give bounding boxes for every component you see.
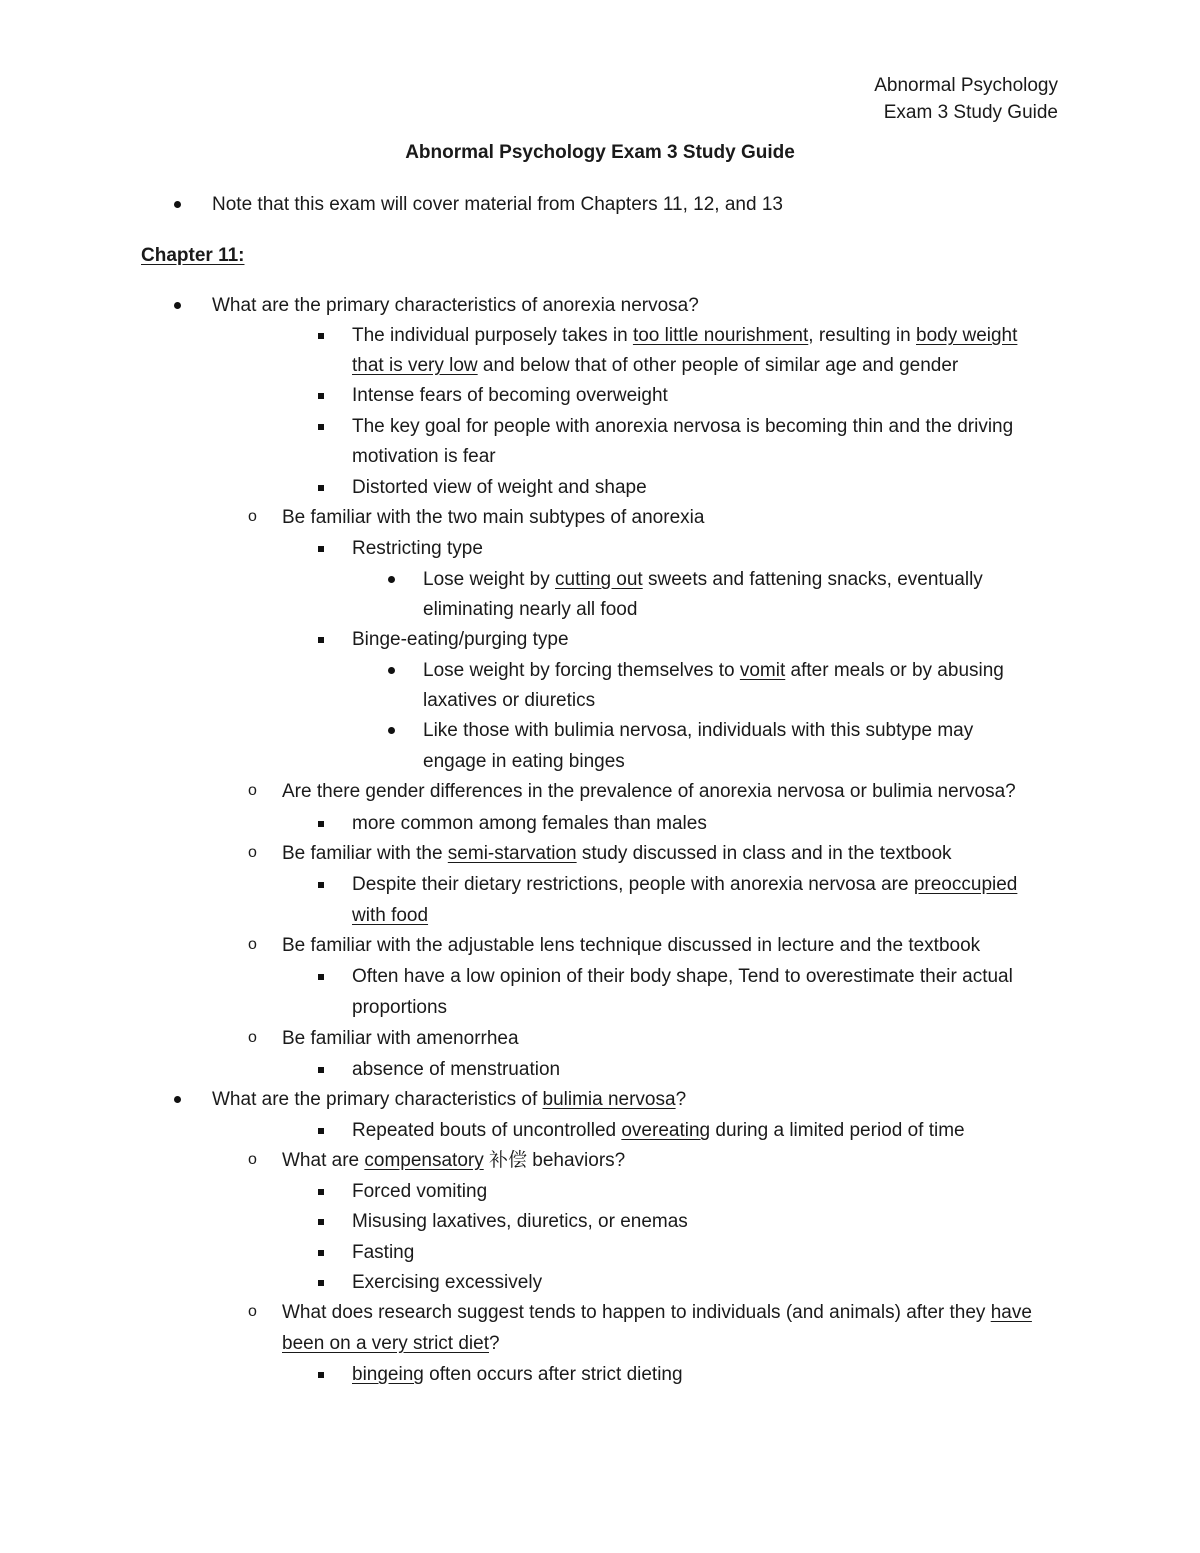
bullet-dot (174, 302, 181, 309)
answer-line: laxatives or diuretics (423, 690, 596, 711)
bullet-dot (388, 727, 395, 734)
question-lens: Be familiar with the adjustable lens technique discussed in lecture and the textbook (282, 935, 981, 956)
list-item: Misusing laxatives, diuretics, or enemas (352, 1211, 688, 1232)
bullet-square (318, 1250, 324, 1256)
question-gender: Are there gender differences in the prevalence of anorexia nervosa or bulimia nervosa? (282, 781, 1016, 802)
bullet-square (318, 1067, 324, 1073)
bullet-square (318, 1219, 324, 1225)
bullet-square (318, 1128, 324, 1134)
bullet-square (318, 424, 324, 430)
answer-line: Lose weight by forcing themselves to vomit after meals or by abusing (423, 660, 1004, 681)
chapter-heading: Chapter 11: (141, 245, 245, 266)
bullet-circle: o (248, 1151, 257, 1168)
question-bulimia: What are the primary characteristics of bulimia nervosa? (212, 1089, 687, 1110)
header-course: Abnormal Psychology (874, 75, 1058, 96)
bullet-circle: o (248, 1029, 257, 1046)
question-subtypes: Be familiar with the two main subtypes of anorexia (282, 507, 705, 528)
answer-line: Like those with bulimia nervosa, individuals with this subtype may (423, 720, 974, 741)
subtype-restricting: Restricting type (352, 538, 483, 559)
header-exam: Exam 3 Study Guide (883, 102, 1058, 123)
bullet-square (318, 393, 324, 399)
exam-note: Note that this exam will cover material from Chapters 11, 12, and 13 (212, 194, 783, 215)
answer-line: eliminating nearly all food (423, 599, 638, 620)
bullet-square (318, 821, 324, 827)
answer-line: engage in eating binges (423, 751, 625, 772)
answer-line: with food (352, 905, 429, 926)
list-item: Fasting (352, 1242, 415, 1263)
bullet-square (318, 1280, 324, 1286)
bullet-square (318, 333, 324, 339)
bullet-dot (174, 201, 181, 208)
answer-line: Distorted view of weight and shape (352, 477, 647, 498)
subtype-binge: Binge-eating/purging type (352, 629, 569, 650)
bullet-square (318, 1372, 324, 1378)
answer-line: The key goal for people with anorexia nervosa is becoming thin and the driving (352, 416, 1014, 437)
answer-line: that is very low and below that of other people of similar age and gender (352, 355, 959, 376)
answer-line: Intense fears of becoming overweight (352, 385, 668, 406)
list-item: Exercising excessively (352, 1272, 543, 1293)
bullet-circle: o (248, 936, 257, 953)
list-item: Forced vomiting (352, 1181, 488, 1202)
bullet-dot (174, 1096, 181, 1103)
answer-line: Often have a low opinion of their body shape, Tend to overestimate their actual (352, 966, 1013, 987)
question-semi-starvation: Be familiar with the semi-starvation study discussed in class and in the textbook (282, 843, 952, 864)
bullet-square (318, 974, 324, 980)
document-title: Abnormal Psychology Exam 3 Study Guide (405, 142, 795, 163)
question-diet: What does research suggest tends to happen to individuals (and animals) after they have (282, 1302, 1032, 1323)
bullet-circle: o (248, 1303, 257, 1320)
bullet-square (318, 1189, 324, 1195)
bullet-square (318, 485, 324, 491)
answer-line: Lose weight by cutting out sweets and fattening snacks, eventually (423, 569, 983, 590)
question-diet-cont: been on a very strict diet? (282, 1333, 500, 1354)
bullet-square (318, 546, 324, 552)
answer-line: Despite their dietary restrictions, people with anorexia nervosa are preoccupied (352, 874, 1018, 895)
bullet-dot (388, 667, 395, 674)
question-anorexia: What are the primary characteristics of anorexia nervosa? (212, 295, 699, 316)
answer-line: motivation is fear (352, 446, 496, 467)
answer-line: proportions (352, 997, 448, 1018)
answer-line: The individual purposely takes in too little nourishment, resulting in body weight (352, 325, 1018, 346)
answer-line: Repeated bouts of uncontrolled overeating during a limited period of time (352, 1120, 965, 1141)
answer-line: more common among females than males (352, 813, 707, 834)
bullet-dot (388, 576, 395, 583)
bullet-circle: o (248, 844, 257, 861)
answer-line: absence of menstruation (352, 1059, 561, 1080)
question-amenorrhea: Be familiar with amenorrhea (282, 1028, 519, 1049)
bullet-circle: o (248, 508, 257, 525)
bullet-circle: o (248, 782, 257, 799)
bullet-square (318, 882, 324, 888)
question-compensatory: What are compensatory 补偿 behaviors? (282, 1150, 626, 1171)
bullet-square (318, 637, 324, 643)
answer-line: bingeing often occurs after strict dieting (352, 1364, 683, 1385)
